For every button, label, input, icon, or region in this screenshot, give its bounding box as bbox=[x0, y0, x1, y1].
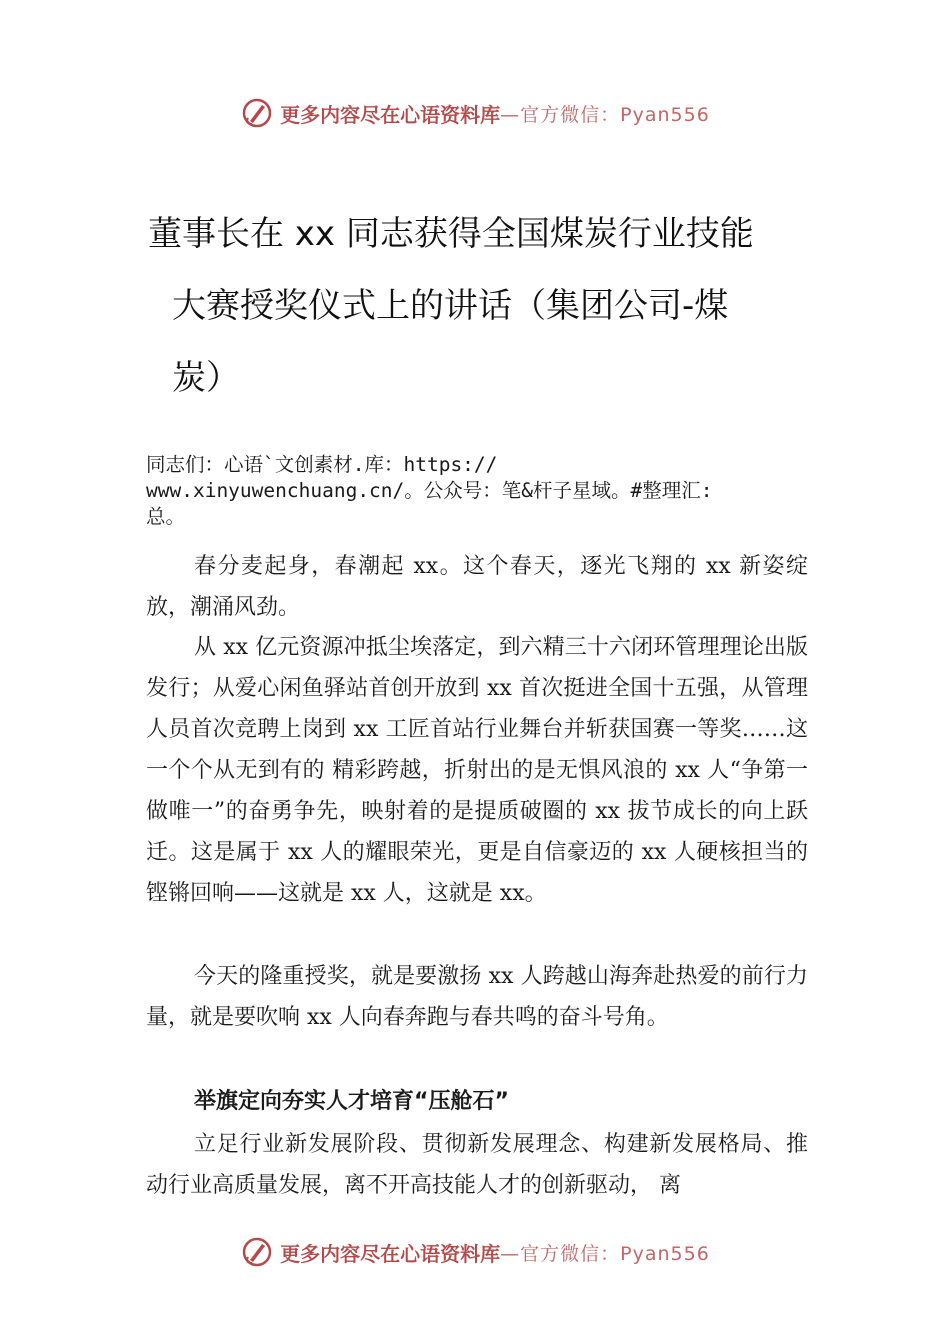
pen-circle-icon bbox=[240, 96, 274, 130]
section-heading: 举旗定向夯实人才培育“压舱石” bbox=[194, 1089, 509, 1114]
paragraph-3: 今天的隆重授奖，就是要激扬 xx 人跨越山海奔赴热爱的前行力量，就是要吹响 xx 人向春奔跑与春共鸣的奋斗号角。 bbox=[146, 964, 808, 1030]
header-banner bbox=[0, 93, 950, 133]
salutation-line-1: 同志们：心语`文创素材.库：https:// bbox=[146, 453, 498, 476]
paragraph-2: 从 xx 亿元资源冲抵尘埃落定，到六精三十六闭环管理理论出版发行；从爱心闲鱼驿站首创开放到 xx 首次挺进全国十五强，从管理人员首次竞聘上岗到 xx 工匠首站行业舞台并斩获国赛一等奖……这一个个从无到有的 精彩跨越，折射出的是无惧风浪的 xx 人“争第一做唯一”的奋勇争先，映射着的是提质破圈的 xx 拔节成长的向上跃迁。这是属于 xx 人的耀眼荣光，更是自信豪迈的 xx 人硬核担当的铿锵回响——这就是 xx 人，这就是 xx。 bbox=[146, 635, 808, 906]
footer-banner bbox=[0, 1232, 950, 1272]
pen-circle-icon bbox=[240, 1235, 274, 1269]
title-line-2: 大赛授奖仪式上的讲话（集团公司-煤 bbox=[172, 286, 729, 326]
salutation bbox=[146, 452, 808, 530]
title-line-3: 炭） bbox=[172, 358, 240, 398]
paragraph-4: 立足行业新发展阶段、贯彻新发展理念、构建新发展格局、推动行业高质量发展，离不开高技能人才的创新驱动， 离 bbox=[146, 1132, 808, 1198]
banner-site-name: 更多内容尽在心语资料库 bbox=[280, 1241, 501, 1266]
salutation-line-2: www.xinyuwenchuang.cn/。公众号：笔&杆子星域。#整理汇: bbox=[146, 479, 713, 502]
salutation-line-3: 总。 bbox=[146, 505, 186, 528]
paragraph-1: 春分麦起身，春潮起 xx。这个春天，逐光飞翔的 xx 新姿绽放，潮涌风劲。 bbox=[146, 554, 808, 620]
title-line-1: 董事长在 xx 同志获得全国煤炭行业技能 bbox=[148, 214, 754, 254]
document-title bbox=[148, 198, 808, 414]
banner-wechat: —官方微信：Pyan556 bbox=[500, 1242, 710, 1265]
banner-wechat: —官方微信：Pyan556 bbox=[500, 103, 710, 126]
banner-site-name: 更多内容尽在心语资料库 bbox=[280, 102, 501, 127]
